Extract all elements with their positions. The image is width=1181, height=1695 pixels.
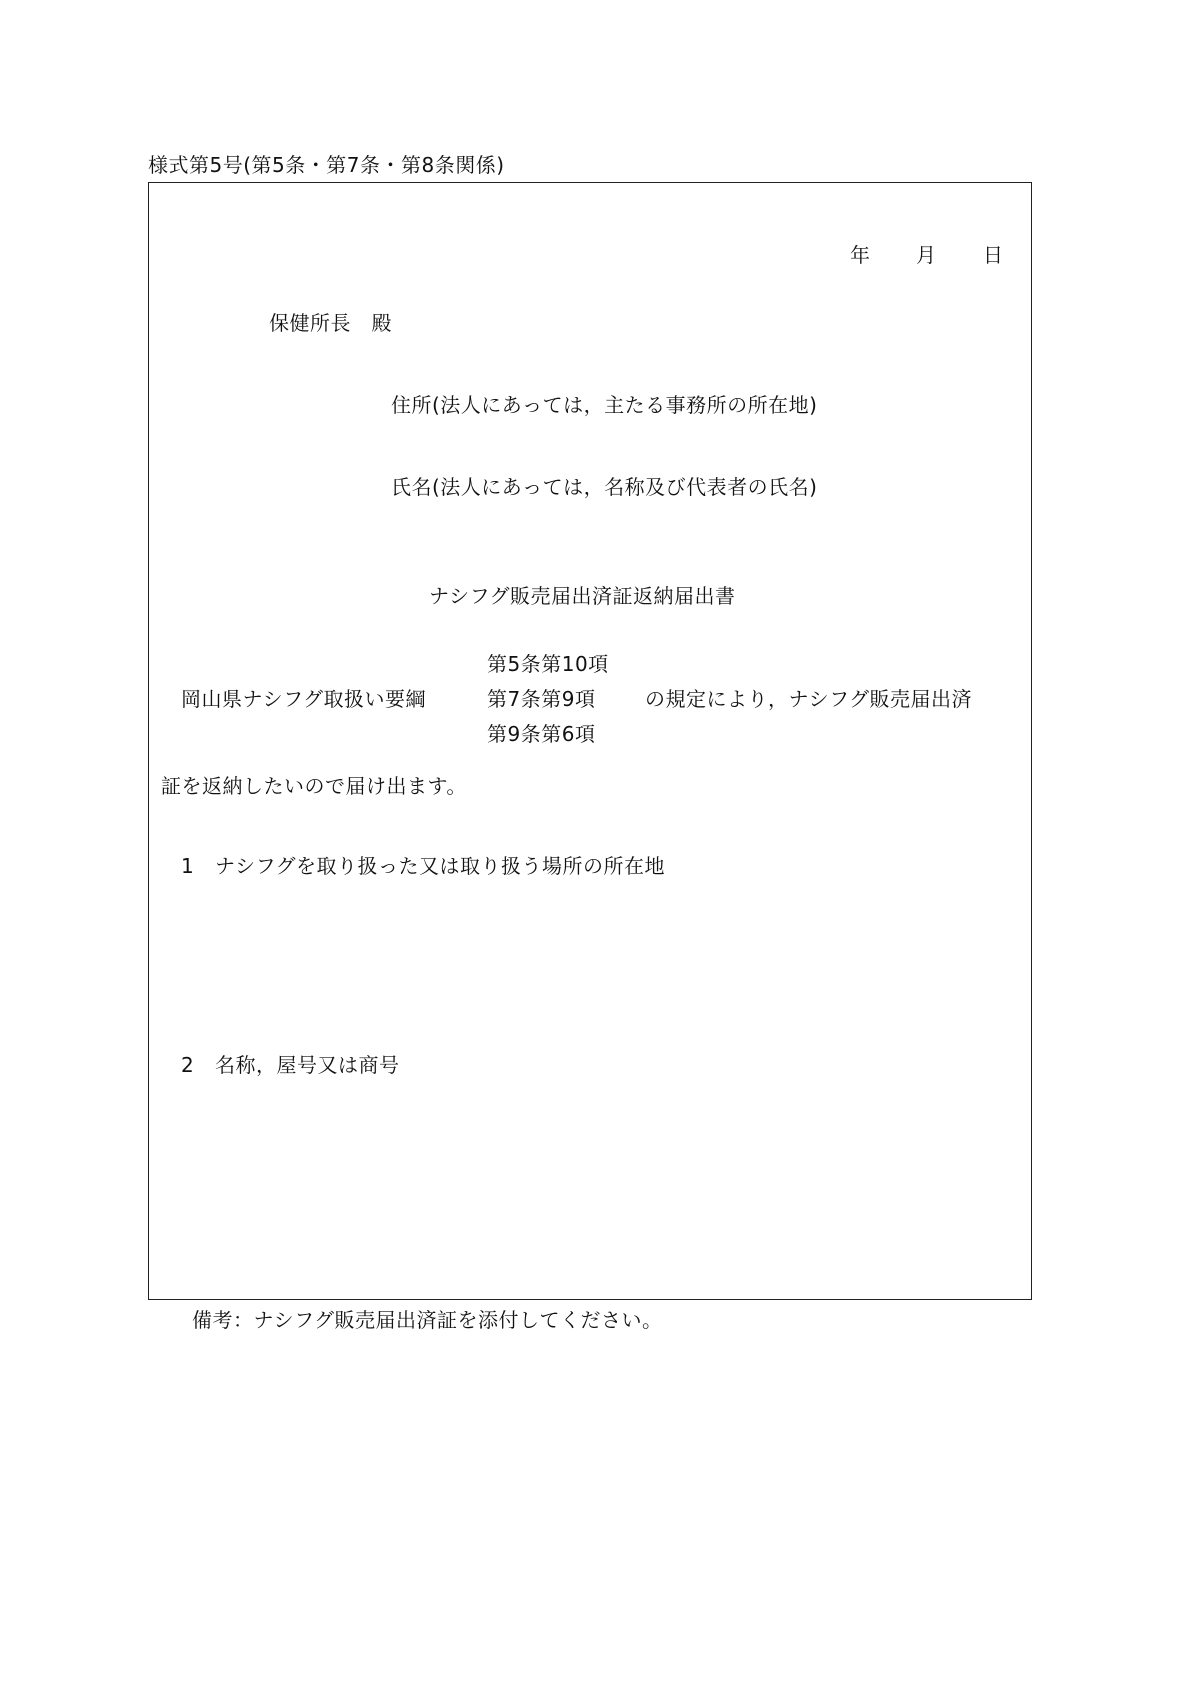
date-day: 日 [983, 243, 1004, 267]
item-2-label: 名称，屋号又は商号 [215, 1053, 400, 1077]
name-label: 氏名(法人にあっては，名称及び代表者の氏名) [391, 475, 818, 499]
document-title: ナシフグ販売届出済証返納届出書 [429, 584, 736, 608]
date-year: 年 [850, 243, 871, 267]
item-1-number: 1 [181, 854, 195, 878]
form-number: 様式第5号(第5条・第7条・第8条関係) [148, 153, 505, 177]
item-2-number: 2 [181, 1053, 195, 1077]
note: 備考：ナシフグ販売届出済証を添付してください。 [192, 1308, 663, 1332]
clause-2: 第7条第9項 [487, 687, 596, 711]
regulation-name: 岡山県ナシフグ取扱い要綱 [181, 687, 426, 711]
item-1-label: ナシフグを取り扱った又は取り扱う場所の所在地 [215, 854, 665, 878]
clause-1: 第5条第10項 [487, 652, 609, 676]
addressee: 保健所長 殿 [269, 311, 392, 335]
body-text-line2: 証を返納したいので届け出ます。 [161, 774, 467, 798]
clause-3: 第9条第6項 [487, 722, 596, 746]
address-label: 住所(法人にあっては，主たる事務所の所在地) [391, 393, 818, 417]
body-text-line1: の規定により，ナシフグ販売届出済 [645, 687, 972, 711]
date-month: 月 [916, 243, 937, 267]
